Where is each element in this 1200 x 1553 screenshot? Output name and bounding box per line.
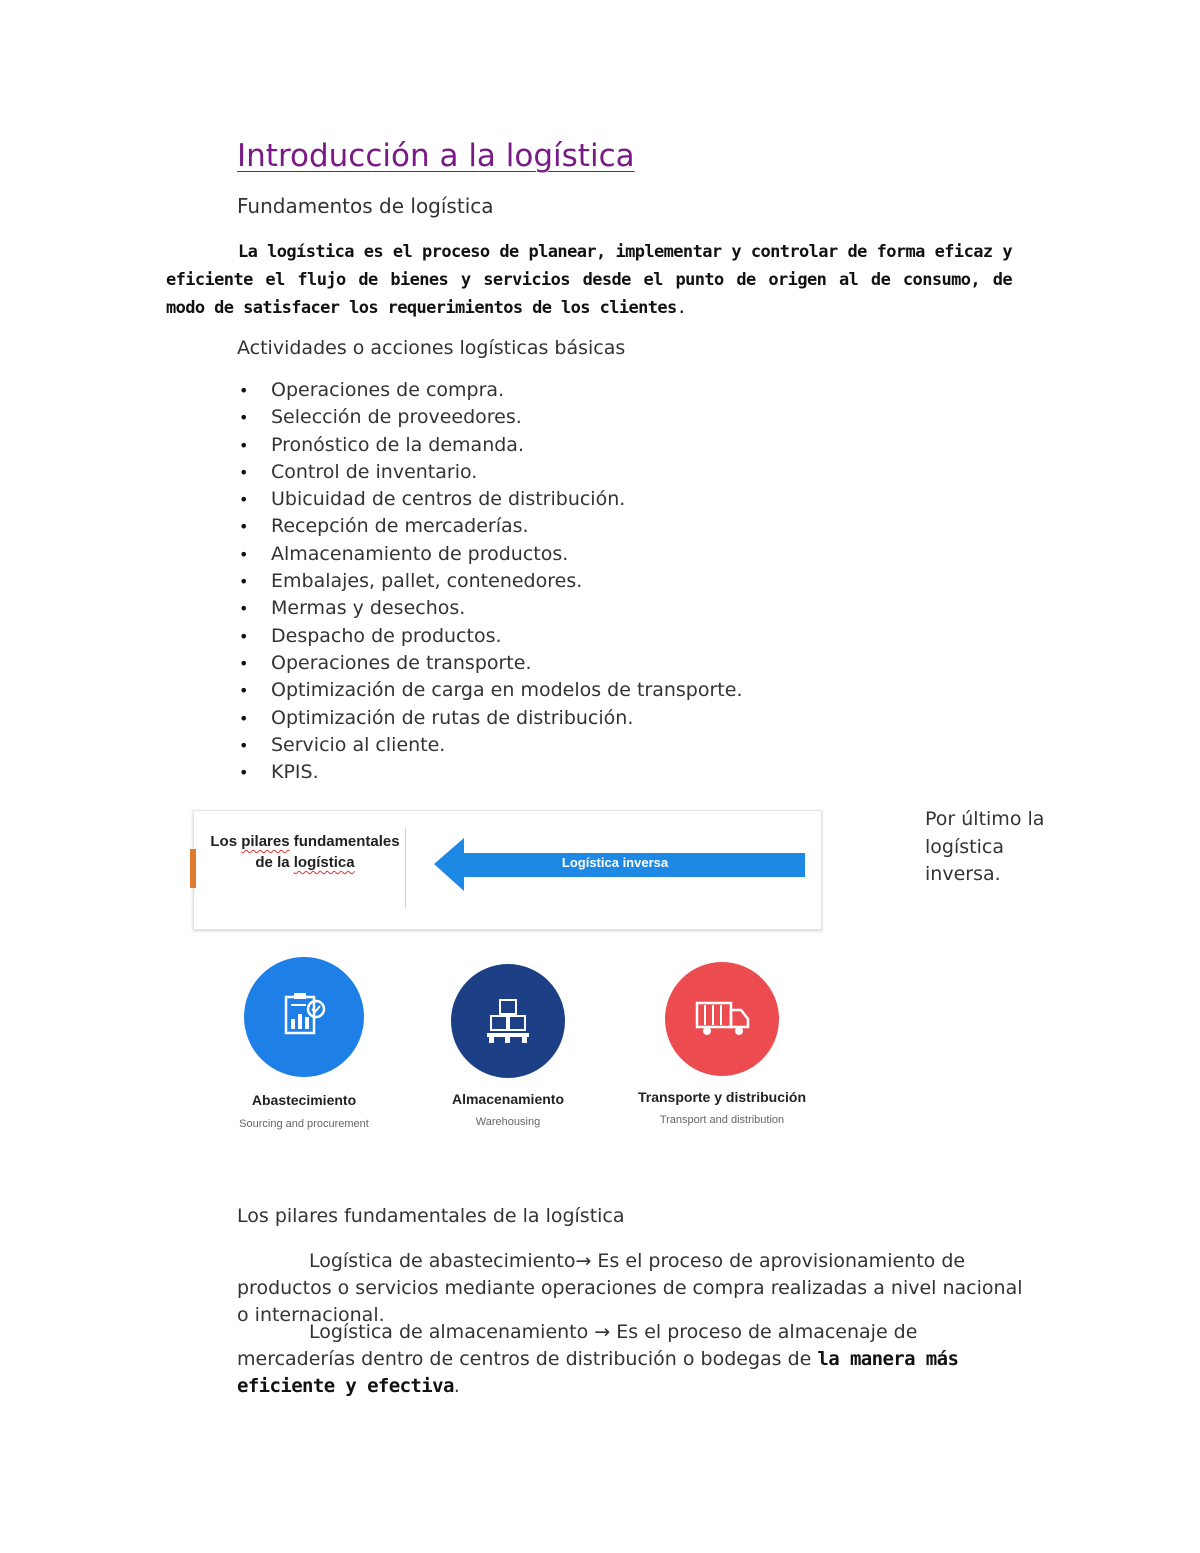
arrow-label: Logística inversa [561, 855, 669, 870]
bullet-icon: • [239, 544, 249, 564]
list-item-text: Servicio al cliente. [271, 733, 446, 756]
abastecimiento-circle [244, 957, 364, 1077]
list-item-text: Pronóstico de la demanda. [271, 433, 524, 456]
clipboard-chart-icon [244, 957, 364, 1077]
list-item [237, 432, 742, 459]
arrow-right-icon: → [575, 1250, 592, 1272]
bullet-icon: • [239, 435, 249, 455]
definition-period: . [676, 298, 687, 318]
list-item-text: Embalajes, pallet, contenedores. [271, 570, 583, 593]
bullet-icon: • [239, 599, 249, 619]
bullet-icon: • [239, 490, 249, 510]
list-item [237, 677, 742, 704]
banner-divider [405, 828, 406, 908]
list-item [237, 732, 742, 759]
paragraph-lead: Logística de almacenamiento [309, 1321, 595, 1343]
bullet-icon: • [239, 708, 249, 728]
list-item [237, 541, 742, 568]
list-item [237, 377, 742, 404]
subtitle: Fundamentos de logística [237, 194, 494, 218]
pillar-sublabel: Sourcing and procurement [239, 1118, 369, 1130]
banner-title-text: logística [293, 854, 355, 871]
paragraph-lead: Logística de abastecimiento [309, 1250, 576, 1272]
list-item-text: Mermas y desechos. [271, 597, 466, 620]
page-title: Introducción a la logística [237, 138, 635, 174]
side-note: Por último la logística inversa. [925, 808, 1045, 885]
pillars-heading: Los pilares fundamentales de la logística [237, 1205, 625, 1227]
list-item-text: Operaciones de compra. [271, 379, 505, 401]
list-item-text: Recepción de mercaderías. [271, 515, 529, 538]
list-item-text: Despacho de productos. [271, 624, 502, 647]
list-item-text: Selección de proveedores. [271, 406, 522, 429]
bullet-icon: • [239, 462, 249, 482]
pillar-label: Abastecimiento [251, 1092, 357, 1108]
activities-list [237, 377, 742, 786]
list-item-text: KPIS. [271, 761, 319, 784]
list-item [237, 513, 742, 540]
list-item [237, 759, 742, 786]
paragraph-text: Es el proceso de almacenaje de mercaderías dentro de centros de distribución o bodegas de [237, 1321, 918, 1370]
list-item-text: Operaciones de transporte. [271, 651, 532, 674]
definition-text: La logística es el proceso de planear, implementar y controlar de forma eficaz y eficiente el flujo de bienes y servicios desde el punto de origen al de consumo, de modo de satisfacer los requerimientos de los clientes [166, 242, 1012, 318]
bullet-icon: • [239, 763, 249, 783]
banner-accent-bar [190, 849, 196, 888]
banner-title-text: pilares [241, 833, 290, 850]
list-item-text: Optimización de carga en modelos de transporte. [271, 679, 743, 702]
bullet-icon: • [239, 626, 249, 646]
pallet-boxes-icon [451, 964, 565, 1078]
pillar-label: Transporte y distribución [637, 1089, 807, 1105]
pillar-sublabel: Warehousing [475, 1116, 541, 1128]
banner-title-text: fundamentales de la [255, 833, 400, 871]
bullet-icon: • [239, 517, 249, 537]
list-item [237, 459, 742, 486]
paragraph-bold-text: la manera más eficiente y efectiva [237, 1348, 959, 1397]
definition-paragraph [166, 238, 1012, 322]
list-item [237, 705, 742, 732]
list-item-text: Optimización de rutas de distribución. [271, 706, 634, 729]
list-item [237, 650, 742, 677]
pillar-label: Almacenamiento [451, 1091, 565, 1107]
list-item [237, 404, 742, 431]
list-item-text: Ubicuidad de centros de distribución. [271, 488, 626, 511]
bullet-icon: • [239, 408, 249, 428]
pillar-sublabel: Transport and distribution [659, 1114, 785, 1126]
bullet-icon: • [239, 381, 249, 400]
almacenamiento-paragraph [237, 1319, 1037, 1400]
truck-icon [665, 962, 779, 1076]
bullet-icon: • [239, 735, 249, 755]
list-item-text: Control de inventario. [271, 460, 478, 483]
arrow-right-icon: → [594, 1321, 611, 1343]
paragraph-text: Es el proceso de aprovisionamiento de productos o servicios mediante operaciones de compra realizadas a nivel nacional o internacional. [237, 1250, 1023, 1326]
bullet-icon: • [239, 572, 249, 592]
transporte-circle [665, 962, 779, 1076]
list-item [237, 486, 742, 513]
bullet-icon: • [239, 653, 249, 673]
list-item [237, 595, 742, 622]
list-item [237, 623, 742, 650]
paragraph-period: . [453, 1375, 460, 1397]
activities-heading: Actividades o acciones logísticas básicas [237, 337, 626, 359]
almacenamiento-circle [451, 964, 565, 1078]
bullet-icon: • [239, 681, 249, 701]
abastecimiento-paragraph [237, 1248, 1037, 1329]
banner-title-text: Los [210, 833, 242, 850]
list-item [237, 568, 742, 595]
banner-title [205, 831, 405, 873]
list-item-text: Almacenamiento de productos. [271, 542, 569, 565]
